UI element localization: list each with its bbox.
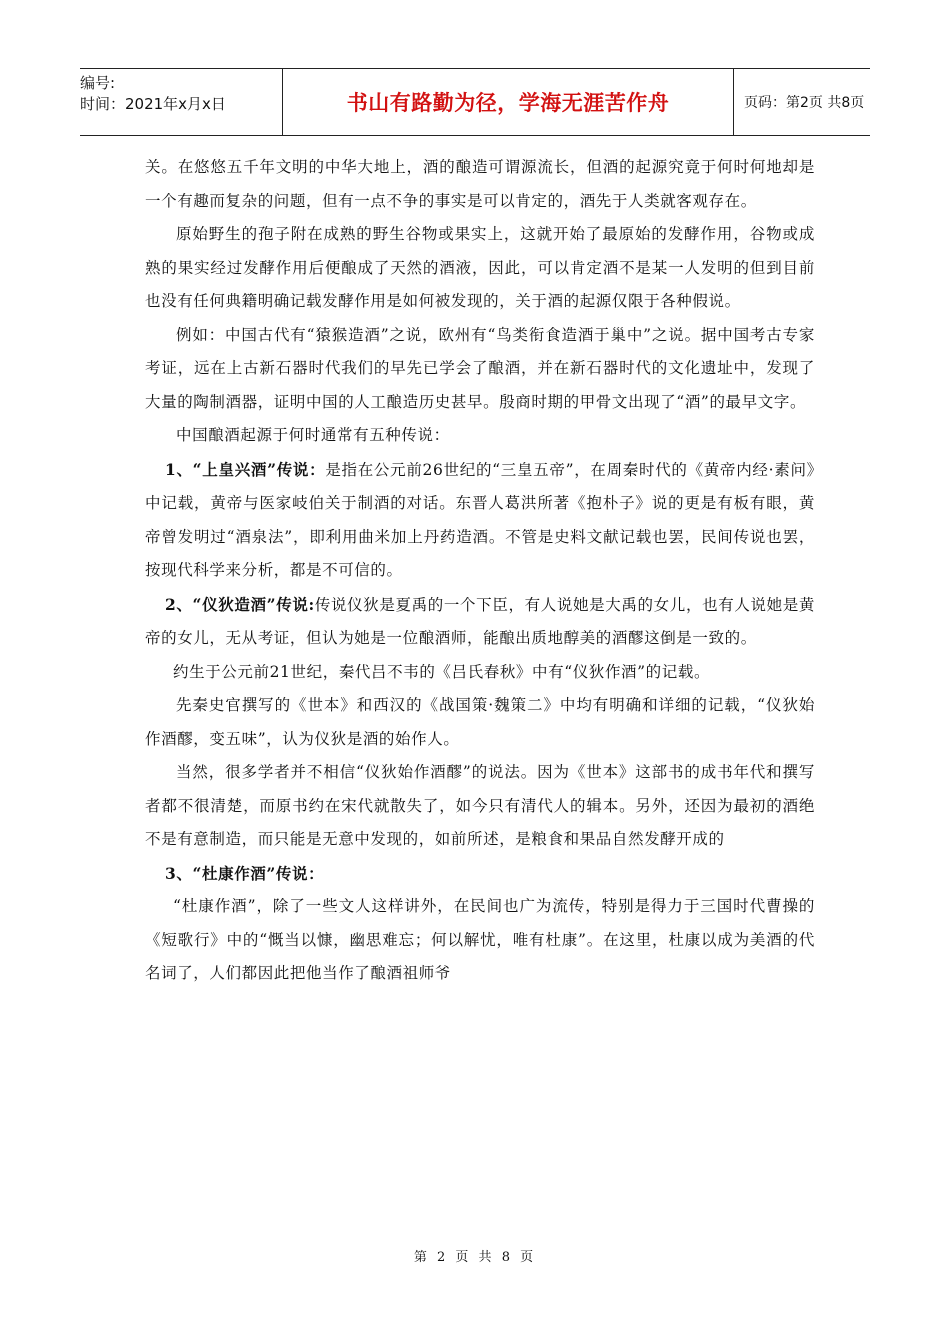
paragraph: 先秦史官撰写的《世本》和西汉的《战国策·魏策二》中均有明确和详细的记载，“仪狄始作酒醪，变五味”，认为仪狄是酒的始作人。 <box>145 696 815 748</box>
document-date-label: 时间：2021年x月x日 <box>80 95 226 113</box>
paragraph: 关。在悠悠五千年文明的中华大地上，酒的酿造可谓源流长，但酒的起源究竟于何时何地却是一个有趣而复杂的问题，但有一点不争的事实是可以肯定的，酒先于人类就客观存在。 <box>145 158 815 210</box>
page-footer: 第 2 页 共 8 页 <box>413 1250 537 1265</box>
paragraph: 约生于公元前21世纪，秦代吕不韦的《吕氏春秋》中有“仪狄作酒”的记载。 <box>173 662 711 681</box>
paragraph: 例如：中国古代有“猿猴造酒”之说，欧州有“鸟类衔食造酒于巢中”之说。据中国考古专家考证，远在上古新石器时代我们的早先已学会了酿酒，并在新石器时代的文化遗址中，发现了大量的陶制酒器，证明中国的人工酿造历史甚早。殷商时期的甲骨文出现了“酒”的最早文字。 <box>145 325 815 411</box>
legend-section-2 <box>145 588 815 656</box>
header-meta-cell <box>80 69 282 135</box>
section-text: 传说仪狄是夏禹的一个下臣，有人说她是大禹的女儿，也有人说她是黄帝的女儿，无从考证，但认为她是一位酿酒师，能酿出质地醇美的酒醪这倒是一致的。 <box>145 595 815 647</box>
section-heading: 2、“仪狄造酒”传说: <box>165 594 315 614</box>
header-table <box>80 68 870 136</box>
section-heading: 1、“上皇兴酒”传说： <box>165 459 326 479</box>
document-number-label: 编号: <box>80 74 116 92</box>
header-motto: 书山有路勤为径，学海无涯苦作舟 <box>282 69 734 135</box>
paragraph: “杜康作酒”，除了一些文人这样讲外，在民间也广为流传，特别是得力于三国时代曹操的《短歌行》中的“慨当以慷，幽思难忘；何以解忧，唯有杜康”。在这里，杜康以成为美酒的代名词了，人们都因此把他当作了酿酒祖师爷 <box>145 897 815 982</box>
section-heading: 3、“杜康作酒”传说： <box>165 863 325 883</box>
section-text: 是指在公元前26世纪的“三皇五帝”，在周秦时代的《黄帝内经·素问》中记载，黄帝与医家岐伯关于制酒的对话。东晋人葛洪所著《抱朴子》说的更是有板有眼，黄帝曾发明过“酒泉法”，即利用曲米加上丹药造酒。不管是史料文献记载也罢，民间传说也罢，按现代科学来分析，都是不可信的。 <box>145 460 815 579</box>
paragraph: 中国酿酒起源于何时通常有五种传说： <box>176 426 450 444</box>
paragraph: 原始野生的孢子附在成熟的野生谷物或果实上，这就开始了最原始的发酵作用，谷物或成熟的果实经过发酵作用后便酿成了天然的酒液，因此，可以肯定酒不是某一人发明的但到目前也没有任何典籍明确记载发酵作用是如何被发现的，关于酒的起源仅限于各种假说。 <box>145 225 815 310</box>
document-body <box>145 151 815 991</box>
legend-section-1 <box>145 453 815 588</box>
header-page-info: 页码：第2页 共8页 <box>744 95 865 111</box>
paragraph: 当然，很多学者并不相信“仪狄始作酒醪”的说法。因为《世本》这部书的成书年代和撰写者都不很清楚，而原书约在宋代就散失了，如今只有清代人的辑本。另外，还因为最初的酒绝不是有意制造，而只能是无意中发现的，如前所述，是粮食和果品自然发酵开成的 <box>145 763 815 848</box>
